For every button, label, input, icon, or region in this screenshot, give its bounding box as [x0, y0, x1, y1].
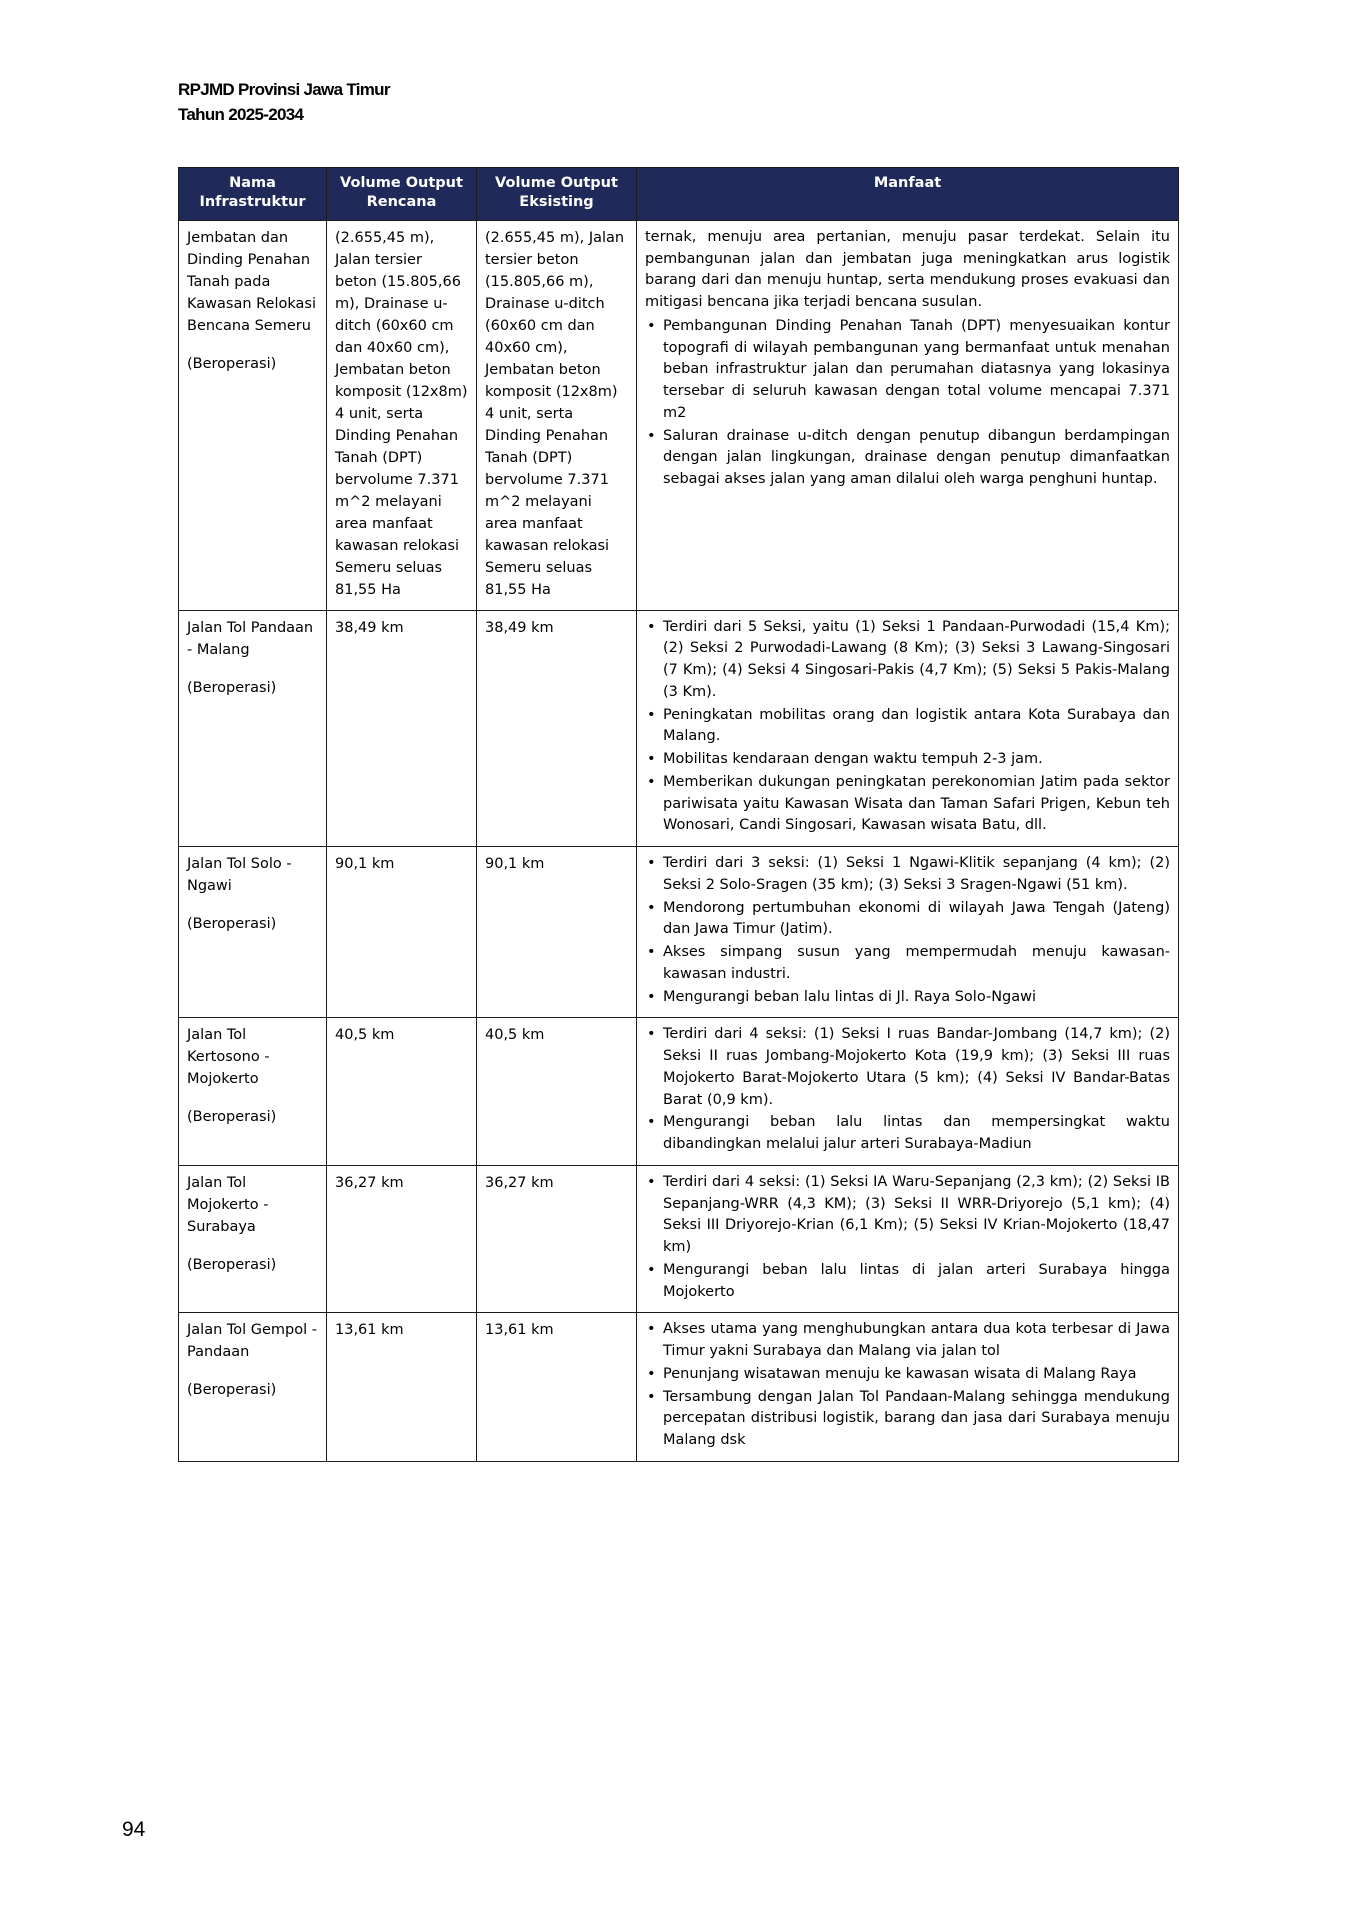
- cell-nama-infrastruktur: [179, 847, 327, 1018]
- cell-nama-infrastruktur: [179, 1165, 327, 1313]
- cell-nama-infrastruktur: [179, 610, 327, 847]
- benefit-item: • Mengurangi beban lalu lintas di jalan arteri Surabaya hingga Mojokerto: [645, 1260, 1170, 1304]
- cell-volume-eksisting: 38,49 km: [477, 610, 637, 847]
- benefit-list: [645, 1319, 1170, 1452]
- benefit-intro: ternak, menuju area pertanian, menuju pasar terdekat. Selain itu pembangunan jalan dan jembatan juga meningkatkan arus logistik barang dari dan menuju huntap, serta mendukung proses evakuasi dan mitigasi bencana jika terjadi bencana susulan.: [645, 228, 1170, 311]
- table-row: [179, 1165, 1179, 1313]
- cell-manfaat: [637, 220, 1179, 610]
- cell-manfaat: [637, 1313, 1179, 1462]
- infrastructure-name: Jalan Tol Solo - Ngawi: [187, 856, 292, 895]
- benefit-item: • Mobilitas kendaraan dengan waktu tempuh 2-3 jam.: [645, 749, 1170, 771]
- cell-nama-infrastruktur: [179, 1018, 327, 1166]
- table-body: [179, 220, 1179, 1461]
- column-header-volume-output-rencana: Volume Output Rencana: [327, 168, 477, 221]
- benefit-item: • Memberikan dukungan peningkatan perekonomian Jatim pada sektor pariwisata yaitu Kawasan Wisata dan Taman Safari Prigen, Kebun teh Wonosari, Candi Singosari, Kawasan wisata Batu, dll.: [645, 772, 1170, 837]
- column-header-manfaat: Manfaat: [637, 168, 1179, 221]
- infrastructure-name: Jalan Tol Gempol - Pandaan: [187, 1322, 318, 1361]
- infrastructure-name: Jembatan dan Dinding Penahan Tanah pada Kawasan Relokasi Bencana Semeru: [187, 229, 316, 335]
- benefit-item: • Mendorong pertumbuhan ekonomi di wilayah Jawa Tengah (Jateng) dan Jawa Timur (Jatim).: [645, 898, 1170, 942]
- cell-manfaat: [637, 1018, 1179, 1166]
- cell-volume-eksisting: 90,1 km: [477, 847, 637, 1018]
- status-badge: (Beroperasi): [187, 916, 277, 933]
- infrastructure-name: Jalan Tol Pandaan - Malang: [187, 619, 314, 658]
- benefit-item: • Terdiri dari 4 seksi: (1) Seksi IA Waru-Sepanjang (2,3 km); (2) Seksi IB Sepanjang-WRR (4,3 KM); (3) Seksi II WRR-Driyorejo (5,1 km); (4) Seksi III Driyorejo-Krian (6,1 Km); (5) Seksi IV Krian-Mojokerto (18,47 km): [645, 1172, 1170, 1259]
- benefit-item: • Saluran drainase u-ditch dengan penutup dibangun berdampingan dengan jalan lingkungan, drainase dengan penutup dimanfaatkan sebagai akses jalan yang aman dilalui oleh warga penghuni huntap.: [645, 426, 1170, 491]
- cell-volume-rencana: 13,61 km: [327, 1313, 477, 1462]
- table-row: [179, 1313, 1179, 1462]
- benefit-item: • Terdiri dari 3 seksi: (1) Seksi 1 Ngawi-Klitik sepanjang (4 km); (2) Seksi 2 Solo-Sragen (35 km); (3) Seksi 3 Sragen-Ngawi (51 km).: [645, 853, 1170, 897]
- header-line-2: Tahun 2025-2034: [178, 104, 304, 124]
- benefit-item: • Mengurangi beban lalu lintas dan mempersingkat waktu dibandingkan melalui jalur arteri Surabaya-Madiun: [645, 1112, 1170, 1156]
- cell-volume-rencana: 38,49 km: [327, 610, 477, 847]
- header-line-1: RPJMD Provinsi Jawa Timur: [178, 80, 390, 99]
- cell-volume-eksisting: 36,27 km: [477, 1165, 637, 1313]
- status-badge: (Beroperasi): [187, 679, 277, 696]
- cell-volume-rencana: 90,1 km: [327, 847, 477, 1018]
- cell-nama-infrastruktur: [179, 220, 327, 610]
- benefit-item: • Terdiri dari 5 Seksi, yaitu (1) Seksi 1 Pandaan-Purwodadi (15,4 Km); (2) Seksi 2 Purwodadi-Lawang (8 Km); (3) Seksi 3 Lawang-Singosari (7 Km); (4) Seksi 4 Singosari-Pakis (4,7 Km); (5) Seksi 5 Pakis-Malang (3 Km).: [645, 617, 1170, 704]
- benefit-item: • Mengurangi beban lalu lintas di Jl. Raya Solo-Ngawi: [645, 987, 1170, 1009]
- benefit-item: • Peningkatan mobilitas orang dan logistik antara Kota Surabaya dan Malang.: [645, 705, 1170, 749]
- benefit-list: [645, 617, 1170, 838]
- cell-volume-eksisting: (2.655,45 m), Jalan tersier beton (15.805,66 m), Drainase u-ditch (60x60 cm dan 40x60 cm), Jembatan beton komposit (12x8m) 4 unit, serta Dinding Penahan Tanah (DPT) bervolume 7.371 m^2 melayani area manfaat kawasan relokasi Semeru seluas 81,55 Ha: [477, 220, 637, 610]
- benefit-item: • Tersambung dengan Jalan Tol Pandaan-Malang sehingga mendukung percepatan distribusi logistik, barang dan jasa dari Surabaya menuju Malang dsk: [645, 1387, 1170, 1452]
- benefit-item: • Penunjang wisatawan menuju ke kawasan wisata di Malang Raya: [645, 1364, 1170, 1386]
- benefit-item: • Pembangunan Dinding Penahan Tanah (DPT) menyesuaikan kontur topografi di wilayah pembangunan yang bermanfaat untuk menahan beban infrastruktur jalan dan perumahan diatasnya yang lokasinya tersebar di seluruh kawasan dengan total volume mencapai 7.371 m2: [645, 316, 1170, 425]
- cell-volume-eksisting: 40,5 km: [477, 1018, 637, 1166]
- column-header-nama-infrastruktur: Nama Infrastruktur: [179, 168, 327, 221]
- infrastructure-name: Jalan Tol Mojokerto - Surabaya: [187, 1174, 269, 1235]
- benefit-list: [645, 1024, 1170, 1156]
- table-row: [179, 847, 1179, 1018]
- cell-volume-rencana: 40,5 km: [327, 1018, 477, 1166]
- table-row: [179, 220, 1179, 610]
- status-badge: (Beroperasi): [187, 1256, 277, 1273]
- table-row: [179, 610, 1179, 847]
- infrastructure-name: Jalan Tol Kertosono - Mojokerto: [187, 1027, 270, 1088]
- column-header-volume-output-eksisting: Volume Output Eksisting: [477, 168, 637, 221]
- status-badge: (Beroperasi): [187, 1382, 277, 1399]
- cell-volume-eksisting: 13,61 km: [477, 1313, 637, 1462]
- table-row: [179, 1018, 1179, 1166]
- status-badge: (Beroperasi): [187, 1109, 277, 1126]
- benefit-item: • Akses utama yang menghubungkan antara dua kota terbesar di Jawa Timur yakni Surabaya dan Malang via jalan tol: [645, 1319, 1170, 1363]
- cell-volume-rencana: 36,27 km: [327, 1165, 477, 1313]
- cell-manfaat: [637, 610, 1179, 847]
- document-header: [178, 78, 1231, 127]
- benefit-list: [645, 316, 1170, 491]
- table-header-row: [179, 168, 1179, 221]
- benefit-item: • Terdiri dari 4 seksi: (1) Seksi I ruas Bandar-Jombang (14,7 km); (2) Seksi II ruas Jombang-Mojokerto Kota (19,9 km); (3) Seksi III ruas Mojokerto Barat-Mojokerto Utara (5 km); (4) Seksi IV Bandar-Batas Barat (0,9 km).: [645, 1024, 1170, 1111]
- cell-manfaat: [637, 1165, 1179, 1313]
- infrastructure-table: [178, 167, 1179, 1461]
- cell-manfaat: [637, 847, 1179, 1018]
- benefit-list: [645, 1172, 1170, 1304]
- benefit-item: • Akses simpang susun yang mempermudah menuju kawasan-kawasan industri.: [645, 942, 1170, 986]
- cell-nama-infrastruktur: [179, 1313, 327, 1462]
- benefit-list: [645, 853, 1170, 1008]
- page-number: 94: [122, 1818, 146, 1841]
- status-badge: (Beroperasi): [187, 356, 277, 373]
- cell-volume-rencana: (2.655,45 m), Jalan tersier beton (15.805,66 m), Drainase u-ditch (60x60 cm dan 40x60 cm), Jembatan beton komposit (12x8m) 4 unit, serta Dinding Penahan Tanah (DPT) bervolume 7.371 m^2 melayani area manfaat kawasan relokasi Semeru seluas 81,55 Ha: [327, 220, 477, 610]
